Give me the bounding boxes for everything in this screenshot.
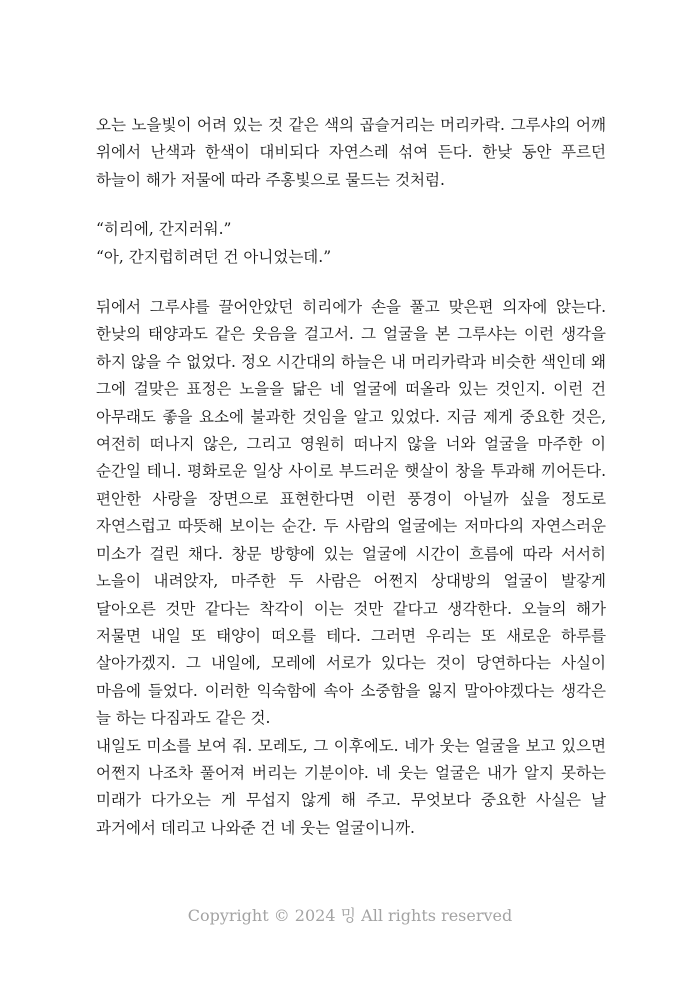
dialogue-line: “아, 간지럽히려던 건 아니었는데.” [96, 247, 332, 266]
copyright-notice: Copyright © 2024 밍 All rights reserved [187, 906, 513, 925]
dialogue-line: “히리에, 간지러워.” [96, 220, 232, 239]
paragraph: 뒤에서 그루샤를 끌어안았던 히리에가 손을 풀고 맞은편 의자에 앉는다. 한낮의 태양과도 같은 웃음을 걸고서. 그 얼굴을 본 그루샤는 이런 생각을 하지 않을 수 없었다. 정오 시간대의 하늘은 내 머리카락과 비슷한 색인데 왜 그에 걸맞은 표정은 노을을 닮은 네 얼굴에 떠올라 있는 것인지. 이런 건 아무래도 좋을 요소에 불과한 것임을 알고 있었다. 지금 제게 중요한 것은, 여전히 떠나지 않은, 그리고 영원히 떠나지 않을 너와 얼굴을 마주한 이 순간일 테니. 평화로운 일상 사이로 부드러운 햇살이 창을 투과해 끼어든다. 편안한 사랑을 장면으로 표현한다면 이런 풍경이 아닐까 싶을 정도로 자연스럽고 따뜻해 보이는 순간. 두 사람의 얼굴에는 저마다의 자연스러운 미소가 걸린 채다. 창문 방향에 있는 얼굴에 시간이 흐름에 따라 서서히 노을이 내려앉자, 마주한 두 사람은 어쩐지 상대방의 얼굴이 발갛게 달아오른 것만 같다는 착각이 이는 것만 같다고 생각한다. 오늘의 해가 저물면 내일 또 태양이 떠오를 테다. 그러면 우리는 또 새로운 하루를 살아가겠지. 그 내일에, 모레에 서로가 있다는 것이 당연하다는 사실이 마음에 들었다. 이러한 익숙함에 속아 소중함을 잃지 말아야겠다는 생각은 늘 하는 다짐과도 같은 것. [96, 298, 606, 728]
paragraph: 내일도 미소를 보여 줘. 모레도, 그 이후에도. 네가 웃는 얼굴을 보고 있으면 어쩐지 나조차 풀어져 버리는 기분이야. 네 웃는 얼굴은 내가 알지 못하는 미래가 다가오는 게 무섭지 않게 해 주고. 무엇보다 중요한 사실은 날 과거에서 데리고 나와준 건 네 웃는 얼굴이니까. [96, 736, 606, 837]
paragraph-spacer [96, 194, 606, 216]
paragraph-spacer [96, 271, 606, 294]
paragraph: 오는 노을빛이 어려 있는 것 같은 색의 곱슬거리는 머리카락. 그루샤의 어깨 위에서 난색과 한색이 대비되다 자연스레 섞여 든다. 한낮 동안 푸르던 하늘이 해가 저물에 따라 주홍빛으로 물드는 것처럼. [96, 116, 606, 189]
document-body [96, 112, 606, 842]
